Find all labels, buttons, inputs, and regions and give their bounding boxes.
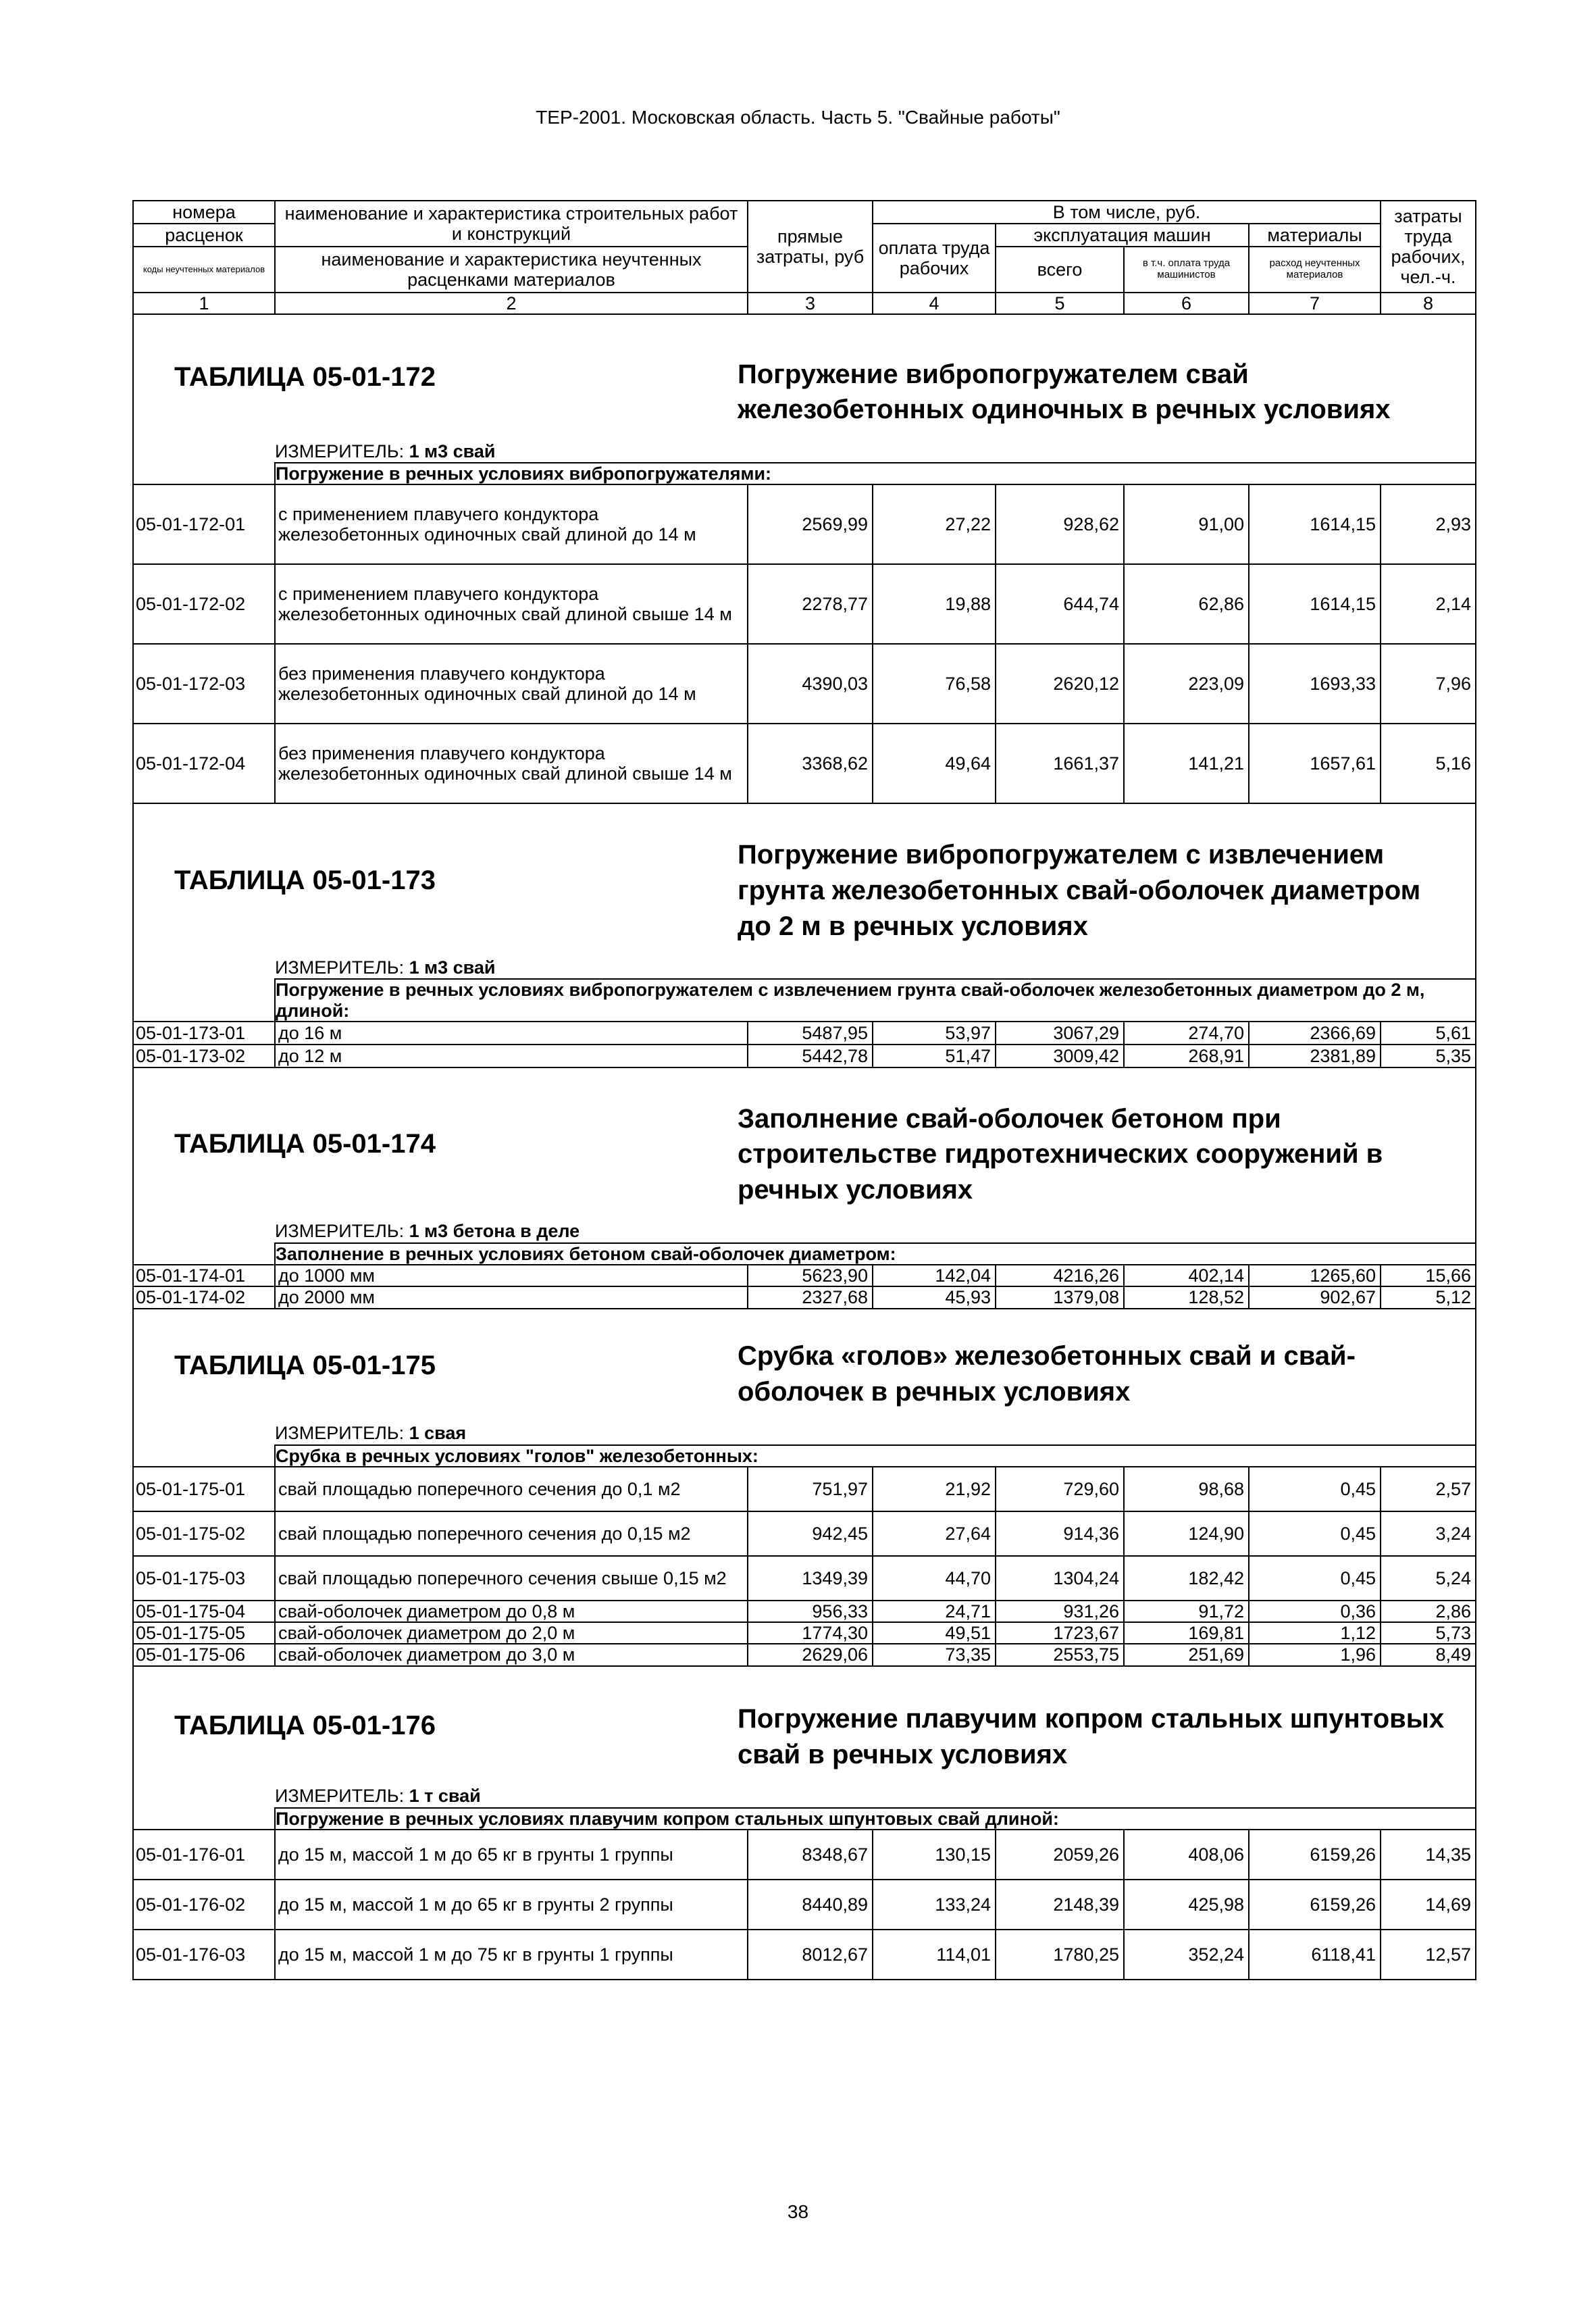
labor-pay-cell: 133,24 <box>873 1880 996 1930</box>
labor-hours-cell: 15,66 <box>1381 1265 1476 1286</box>
section-spacer <box>133 1243 275 1265</box>
labor-hours-cell: 14,35 <box>1381 1830 1476 1880</box>
labor-pay-cell: 27,22 <box>873 484 996 564</box>
table-row <box>133 1045 1476 1067</box>
rate-description: свай площадью поперечного сечения до 0,15 м2 <box>275 1511 748 1556</box>
rate-code: 05-01-175-01 <box>133 1467 275 1511</box>
measure-unit <box>275 1785 1476 1808</box>
rate-description: без применения плавучего кондуктора железобетонных одиночных свай длиной свыше 14 м <box>275 724 748 803</box>
machine-total-cell: 2148,39 <box>996 1880 1124 1930</box>
measure-spacer <box>133 1785 275 1808</box>
rate-description: свай-оболочек диаметром до 2,0 м <box>275 1622 748 1644</box>
rate-code: 05-01-172-02 <box>133 564 275 644</box>
measure-label: ИЗМЕРИТЕЛЬ: <box>275 441 405 461</box>
measure-label: ИЗМЕРИТЕЛЬ: <box>275 957 405 978</box>
measure-spacer <box>133 440 275 463</box>
direct-cost-cell: 5442,78 <box>748 1045 873 1067</box>
col-number: 5 <box>996 293 1124 314</box>
machine-total-cell: 3009,42 <box>996 1045 1124 1067</box>
section-heading: Погружение в речных условиях вибропогружателем с извлечением грунта свай-оболочек железобетонных диаметром до 2 м, длиной: <box>275 979 1476 1021</box>
machine-total-cell: 729,60 <box>996 1467 1124 1511</box>
table-label <box>133 314 748 440</box>
group-header: В том числе, руб. <box>873 201 1381 224</box>
operator-pay-cell: 425,98 <box>1124 1880 1249 1930</box>
labor-hours-cell: 2,14 <box>1381 564 1476 644</box>
labor-hours-cell: 5,12 <box>1381 1286 1476 1308</box>
rate-code: 05-01-175-04 <box>133 1601 275 1622</box>
col-number: 8 <box>1381 293 1476 314</box>
labor-pay-cell: 130,15 <box>873 1830 996 1880</box>
materials-cell: 0,36 <box>1249 1601 1381 1622</box>
labor-pay-cell: 114,01 <box>873 1930 996 1980</box>
labor-pay-cell: 27,64 <box>873 1511 996 1556</box>
materials-cell: 2366,69 <box>1249 1022 1381 1045</box>
machine-total-cell: 1379,08 <box>996 1286 1124 1308</box>
direct-cost-cell: 4390,03 <box>748 644 873 724</box>
direct-cost-cell: 8348,67 <box>748 1830 873 1880</box>
table-label <box>133 1067 748 1220</box>
labor-pay-cell: 45,93 <box>873 1286 996 1308</box>
labor-hours-cell: 7,96 <box>1381 644 1476 724</box>
table-row <box>133 724 1476 803</box>
col3-header: прямые затраты, руб <box>748 201 873 293</box>
rate-code: 05-01-174-02 <box>133 1286 275 1308</box>
labor-pay-cell: 76,58 <box>873 644 996 724</box>
page-header: ТЕР-2001. Московская область. Часть 5. "Свайные работы" <box>536 107 1060 128</box>
col1-header-mid: расценок <box>133 224 275 247</box>
rate-description: до 2000 мм <box>275 1286 748 1308</box>
labor-hours-cell: 14,69 <box>1381 1880 1476 1930</box>
col2-header-bottom: наименование и характеристика неучтенных расценками материалов <box>275 247 748 293</box>
table-title-text: Погружение плавучим копром стальных шпунтовых свай в речных условиях <box>738 1703 1445 1769</box>
table-label-text: ТАБЛИЦА 05-01-172 <box>174 362 436 393</box>
table-row <box>133 1265 1476 1286</box>
direct-cost-cell: 8440,89 <box>748 1880 873 1930</box>
operator-pay-cell: 91,72 <box>1124 1601 1249 1622</box>
rate-description: свай-оболочек диаметром до 3,0 м <box>275 1644 748 1665</box>
measure-value: 1 м3 свай <box>409 957 496 978</box>
operator-pay-cell: 274,70 <box>1124 1022 1249 1045</box>
measure-unit <box>275 956 1476 979</box>
labor-hours-cell: 12,57 <box>1381 1930 1476 1980</box>
table-label <box>133 1666 748 1785</box>
materials-cell: 1693,33 <box>1249 644 1381 724</box>
materials-cell: 0,45 <box>1249 1511 1381 1556</box>
section-heading: Срубка в речных условиях "голов" железобетонных: <box>275 1445 1476 1467</box>
col4-header: оплата труда рабочих <box>873 224 996 293</box>
direct-cost-cell: 942,45 <box>748 1511 873 1556</box>
labor-hours-cell: 2,86 <box>1381 1601 1476 1622</box>
machine-total-cell: 931,26 <box>996 1601 1124 1622</box>
col2-header-top: наименование и характеристика строительных работ и конструкций <box>275 201 748 247</box>
rate-code: 05-01-175-02 <box>133 1511 275 1556</box>
materials-cell: 902,67 <box>1249 1286 1381 1308</box>
operator-pay-cell: 352,24 <box>1124 1930 1249 1980</box>
machine-total-cell: 1780,25 <box>996 1930 1124 1980</box>
rate-code: 05-01-173-02 <box>133 1045 275 1067</box>
section-spacer <box>133 1445 275 1467</box>
table-label-text: ТАБЛИЦА 05-01-175 <box>174 1350 436 1380</box>
table-title-text: Срубка «голов» железобетонных свай и свай-оболочек в речных условиях <box>738 1341 1356 1407</box>
rate-code: 05-01-172-04 <box>133 724 275 803</box>
labor-pay-cell: 21,92 <box>873 1467 996 1511</box>
col1-header-small: коды неучтенных материалов <box>133 247 275 293</box>
measure-spacer <box>133 1422 275 1445</box>
labor-hours-cell: 5,24 <box>1381 1556 1476 1601</box>
rate-description: до 16 м <box>275 1022 748 1045</box>
machine-total-cell: 1661,37 <box>996 724 1124 803</box>
section-heading: Погружение в речных условиях плавучим копром стальных шпунтовых свай длиной: <box>275 1808 1476 1830</box>
rates-table <box>132 200 1476 1980</box>
labor-hours-cell: 2,57 <box>1381 1467 1476 1511</box>
table-label-text: ТАБЛИЦА 05-01-173 <box>174 865 436 895</box>
operator-pay-cell: 91,00 <box>1124 484 1249 564</box>
direct-cost-cell: 8012,67 <box>748 1930 873 1980</box>
materials-cell: 6159,26 <box>1249 1830 1381 1880</box>
rate-description: до 15 м, массой 1 м до 75 кг в грунты 1 группы <box>275 1930 748 1980</box>
table-label <box>133 803 748 956</box>
machine-total-cell: 928,62 <box>996 484 1124 564</box>
rate-description: до 1000 мм <box>275 1265 748 1286</box>
table-title-text: Погружение вибропогружателем с извлечением грунта железобетонных свай-оболочек диаметром до 2 м в речных условиях <box>738 840 1421 941</box>
table-row <box>133 564 1476 644</box>
materials-cell: 2381,89 <box>1249 1045 1381 1067</box>
rate-code: 05-01-174-01 <box>133 1265 275 1286</box>
operator-pay-cell: 268,91 <box>1124 1045 1249 1067</box>
materials-cell: 1614,15 <box>1249 484 1381 564</box>
machine-total-cell: 2553,75 <box>996 1644 1124 1665</box>
table-row <box>133 484 1476 564</box>
rate-code: 05-01-173-01 <box>133 1022 275 1045</box>
direct-cost-cell: 2327,68 <box>748 1286 873 1308</box>
labor-pay-cell: 44,70 <box>873 1556 996 1601</box>
measure-value: 1 т свай <box>409 1785 481 1806</box>
rate-code: 05-01-175-05 <box>133 1622 275 1644</box>
labor-hours-cell: 5,73 <box>1381 1622 1476 1644</box>
labor-pay-cell: 24,71 <box>873 1601 996 1622</box>
direct-cost-cell: 2629,06 <box>748 1644 873 1665</box>
operator-pay-cell: 62,86 <box>1124 564 1249 644</box>
rate-code: 05-01-176-02 <box>133 1880 275 1930</box>
labor-pay-cell: 142,04 <box>873 1265 996 1286</box>
measure-label: ИЗМЕРИТЕЛЬ: <box>275 1221 405 1242</box>
table-row <box>133 1644 1476 1665</box>
rate-code: 05-01-176-01 <box>133 1830 275 1880</box>
labor-pay-cell: 19,88 <box>873 564 996 644</box>
operator-pay-cell: 251,69 <box>1124 1644 1249 1665</box>
direct-cost-cell: 956,33 <box>748 1601 873 1622</box>
labor-hours-cell: 5,35 <box>1381 1045 1476 1067</box>
table-row <box>133 1286 1476 1308</box>
materials-cell: 6159,26 <box>1249 1880 1381 1930</box>
labor-pay-cell: 53,97 <box>873 1022 996 1045</box>
materials-cell: 1265,60 <box>1249 1265 1381 1286</box>
materials-cell: 1614,15 <box>1249 564 1381 644</box>
labor-pay-cell: 51,47 <box>873 1045 996 1067</box>
materials-cell: 1657,61 <box>1249 724 1381 803</box>
operator-pay-cell: 124,90 <box>1124 1511 1249 1556</box>
materials-cell: 0,45 <box>1249 1556 1381 1601</box>
table-title <box>738 314 1476 440</box>
measure-label: ИЗМЕРИТЕЛЬ: <box>275 1785 405 1806</box>
section-heading: Заполнение в речных условиях бетоном свай-оболочек диаметром: <box>275 1243 1476 1265</box>
direct-cost-cell: 2278,77 <box>748 564 873 644</box>
measure-unit <box>275 440 1476 463</box>
rate-code: 05-01-172-01 <box>133 484 275 564</box>
table-row <box>133 1930 1476 1980</box>
table-row <box>133 1467 1476 1511</box>
rate-description: свай площадью поперечного сечения до 0,1 м2 <box>275 1467 748 1511</box>
labor-pay-cell: 73,35 <box>873 1644 996 1665</box>
operator-pay-cell: 141,21 <box>1124 724 1249 803</box>
table-row <box>133 1622 1476 1644</box>
section-spacer <box>133 979 275 1021</box>
machine-total-cell: 3067,29 <box>996 1022 1124 1045</box>
machine-total-cell: 644,74 <box>996 564 1124 644</box>
col6-header: в т.ч. оплата труда машинистов <box>1124 247 1249 293</box>
labor-hours-cell: 2,93 <box>1381 484 1476 564</box>
table-title <box>738 1067 1476 1220</box>
materials-cell: 1,12 <box>1249 1622 1381 1644</box>
rate-description: до 15 м, массой 1 м до 65 кг в грунты 2 группы <box>275 1880 748 1930</box>
measure-unit <box>275 1422 1476 1445</box>
measure-label: ИЗМЕРИТЕЛЬ: <box>275 1423 405 1444</box>
labor-hours-cell: 5,61 <box>1381 1022 1476 1045</box>
rate-description: свай-оболочек диаметром до 0,8 м <box>275 1601 748 1622</box>
direct-cost-cell: 1774,30 <box>748 1622 873 1644</box>
col-number: 2 <box>275 293 748 314</box>
materials-group-header: материалы <box>1249 224 1381 247</box>
table-label <box>133 1309 748 1422</box>
table-title <box>738 1666 1476 1785</box>
operator-pay-cell: 223,09 <box>1124 644 1249 724</box>
measure-value: 1 м3 бетона в деле <box>409 1221 580 1242</box>
rate-description: с применением плавучего кондуктора железобетонных одиночных свай длиной свыше 14 м <box>275 564 748 644</box>
col-number: 4 <box>873 293 996 314</box>
table-label-text: ТАБЛИЦА 05-01-176 <box>174 1710 436 1740</box>
table-title-text: Заполнение свай-оболочек бетоном при строительстве гидротехнических сооружений в речных условиях <box>738 1103 1383 1205</box>
measure-value: 1 свая <box>409 1423 467 1444</box>
labor-hours-cell: 3,24 <box>1381 1511 1476 1556</box>
table-title <box>738 803 1476 956</box>
table-row <box>133 1556 1476 1601</box>
col8-header: затраты труда рабочих, чел.-ч. <box>1381 201 1476 293</box>
labor-hours-cell: 8,49 <box>1381 1644 1476 1665</box>
machines-group-header: эксплуатация машин <box>996 224 1249 247</box>
machine-total-cell: 914,36 <box>996 1511 1124 1556</box>
section-spacer <box>133 1808 275 1830</box>
operator-pay-cell: 98,68 <box>1124 1467 1249 1511</box>
col-number: 7 <box>1249 293 1381 314</box>
rate-description: свай площадью поперечного сечения свыше 0,15 м2 <box>275 1556 748 1601</box>
rate-description: без применения плавучего кондуктора железобетонных одиночных свай длиной до 14 м <box>275 644 748 724</box>
machine-total-cell: 2059,26 <box>996 1830 1124 1880</box>
materials-cell: 0,45 <box>1249 1467 1381 1511</box>
measure-spacer <box>133 956 275 979</box>
operator-pay-cell: 408,06 <box>1124 1830 1249 1880</box>
table-row <box>133 1601 1476 1622</box>
col-number: 6 <box>1124 293 1249 314</box>
operator-pay-cell: 128,52 <box>1124 1286 1249 1308</box>
table-row <box>133 644 1476 724</box>
machine-total-cell: 4216,26 <box>996 1265 1124 1286</box>
measure-value: 1 м3 свай <box>409 441 496 461</box>
operator-pay-cell: 182,42 <box>1124 1556 1249 1601</box>
rate-code: 05-01-176-03 <box>133 1930 275 1980</box>
measure-spacer <box>133 1220 275 1243</box>
rate-description: до 15 м, массой 1 м до 65 кг в грунты 1 группы <box>275 1830 748 1880</box>
materials-cell: 6118,41 <box>1249 1930 1381 1980</box>
table-row <box>133 1830 1476 1880</box>
machine-total-cell: 2620,12 <box>996 644 1124 724</box>
measure-unit <box>275 1220 1476 1243</box>
table-row <box>133 1511 1476 1556</box>
direct-cost-cell: 5487,95 <box>748 1022 873 1045</box>
col-number: 1 <box>133 293 275 314</box>
operator-pay-cell: 402,14 <box>1124 1265 1249 1286</box>
direct-cost-cell: 2569,99 <box>748 484 873 564</box>
direct-cost-cell: 1349,39 <box>748 1556 873 1601</box>
direct-cost-cell: 5623,90 <box>748 1265 873 1286</box>
table-title-text: Погружение вибропогружателем свай железобетонных одиночных в речных условиях <box>738 359 1391 425</box>
rate-code: 05-01-175-06 <box>133 1644 275 1665</box>
section-spacer <box>133 463 275 484</box>
machine-total-cell: 1723,67 <box>996 1622 1124 1644</box>
direct-cost-cell: 751,97 <box>748 1467 873 1511</box>
rate-description: до 12 м <box>275 1045 748 1067</box>
col1-header-top: номера <box>133 201 275 224</box>
direct-cost-cell: 3368,62 <box>748 724 873 803</box>
table-row <box>133 1880 1476 1930</box>
labor-pay-cell: 49,51 <box>873 1622 996 1644</box>
col5-header: всего <box>996 247 1124 293</box>
labor-pay-cell: 49,64 <box>873 724 996 803</box>
rate-code: 05-01-175-03 <box>133 1556 275 1601</box>
section-heading: Погружение в речных условиях вибропогружателями: <box>275 463 1476 484</box>
page-number: 38 <box>787 2201 809 2222</box>
operator-pay-cell: 169,81 <box>1124 1622 1249 1644</box>
rate-description: с применением плавучего кондуктора железобетонных одиночных свай длиной до 14 м <box>275 484 748 564</box>
col-number: 3 <box>748 293 873 314</box>
table-title <box>738 1309 1476 1422</box>
machine-total-cell: 1304,24 <box>996 1556 1124 1601</box>
table-label-text: ТАБЛИЦА 05-01-174 <box>174 1129 436 1159</box>
labor-hours-cell: 5,16 <box>1381 724 1476 803</box>
materials-cell: 1,96 <box>1249 1644 1381 1665</box>
col7-header: расход неучтенных материалов <box>1249 247 1381 293</box>
rate-code: 05-01-172-03 <box>133 644 275 724</box>
table-row <box>133 1022 1476 1045</box>
